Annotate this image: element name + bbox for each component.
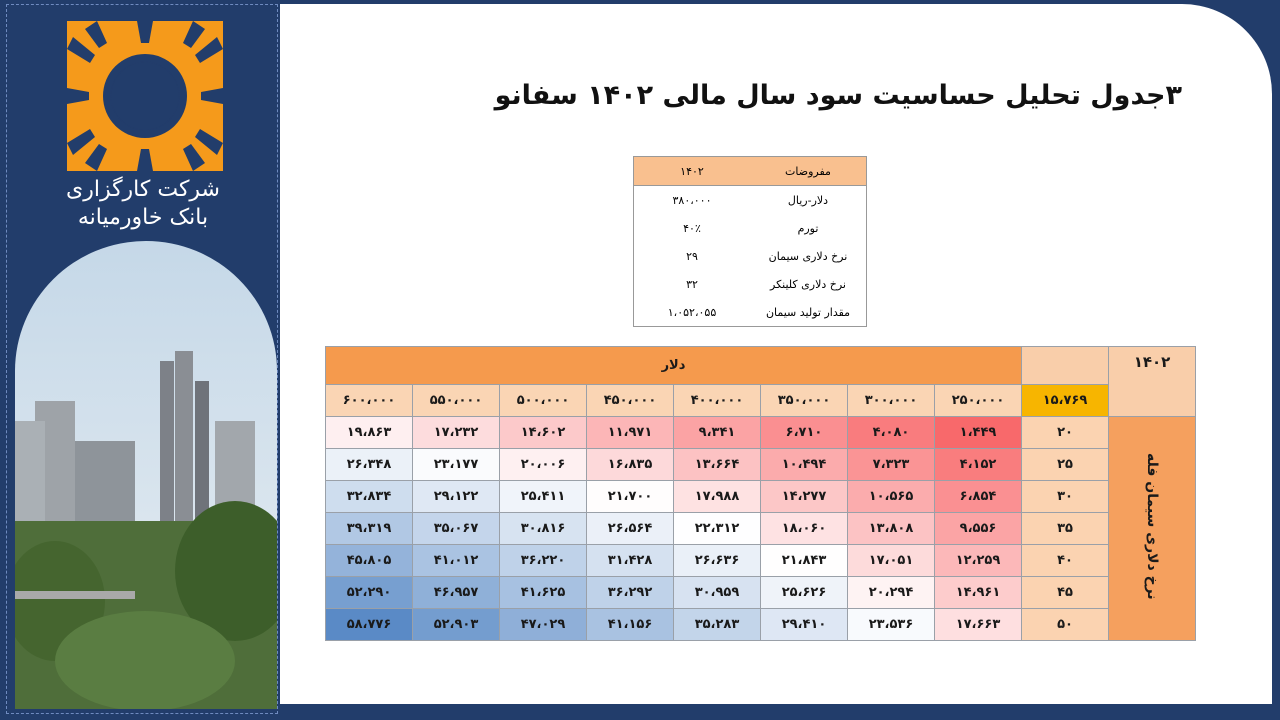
sensitivity-cell: ۱۰،۵۶۵: [848, 481, 935, 513]
assumption-value: ۳۸۰،۰۰۰: [672, 193, 712, 207]
sensitivity-cell: ۳۹،۳۱۹: [326, 513, 413, 545]
sensitivity-cell: ۵۸،۷۷۶: [326, 609, 413, 641]
row-header-cement-rate: ۴۵: [1022, 577, 1109, 609]
column-header-dollar-rate: ۳۵۰،۰۰۰: [761, 385, 848, 417]
sensitivity-cell: ۳۲،۸۳۴: [326, 481, 413, 513]
row-header-cement-rate: ۵۰: [1022, 609, 1109, 641]
sensitivity-corner-fill: [1022, 347, 1109, 385]
sensitivity-cell: ۳۰،۸۱۶: [500, 513, 587, 545]
assumption-value: ۴۰٪: [683, 221, 701, 235]
sensitivity-side-label: [1109, 417, 1196, 641]
sensitivity-cell: ۴۱،۰۱۲: [413, 545, 500, 577]
sensitivity-cell: ۲۹،۴۱۰: [761, 609, 848, 641]
table-row: [634, 186, 867, 215]
sensitivity-cell: ۹،۳۴۱: [674, 417, 761, 449]
sensitivity-cell: ۳۶،۲۹۲: [587, 577, 674, 609]
sensitivity-cell: ۱،۴۴۹: [935, 417, 1022, 449]
sensitivity-cell: ۲۲،۳۱۲: [674, 513, 761, 545]
company-name-line2: بانک خاورمیانه: [77, 205, 209, 230]
sensitivity-cell: ۲۱،۷۰۰: [587, 481, 674, 513]
table-row: [326, 481, 1196, 513]
sensitivity-top-row: [326, 347, 1196, 385]
assumptions-header-label: مفروضات: [750, 157, 867, 186]
row-header-cement-rate: ۲۰: [1022, 417, 1109, 449]
table-row: [326, 609, 1196, 641]
table-row: [634, 270, 867, 298]
assumptions-table: [633, 156, 867, 327]
sensitivity-cell: ۹،۵۵۶: [935, 513, 1022, 545]
page-title: ۳جدول تحلیل حساسیت سود سال مالی ۱۴۰۲ سفانو: [494, 80, 1182, 111]
sensitivity-cell: ۱۸،۰۶۰: [761, 513, 848, 545]
sensitivity-table: [325, 346, 1196, 641]
sensitivity-cell: ۳۰،۹۵۹: [674, 577, 761, 609]
sensitivity-cell: ۲۶،۶۳۶: [674, 545, 761, 577]
table-row: [634, 214, 867, 242]
sensitivity-cell: ۲۰،۲۹۴: [848, 577, 935, 609]
sensitivity-cell: ۲۱،۸۴۳: [761, 545, 848, 577]
sensitivity-cell: ۳۵،۰۶۷: [413, 513, 500, 545]
sensitivity-cell: ۱۷،۹۸۸: [674, 481, 761, 513]
sensitivity-cell: ۱۲،۲۵۹: [935, 545, 1022, 577]
sensitivity-cell: ۴۶،۹۵۷: [413, 577, 500, 609]
sensitivity-base-value: ۱۵،۷۶۹: [1022, 385, 1109, 417]
assumption-value: ۱،۰۵۲،۰۵۵: [667, 305, 717, 319]
sensitivity-cell: ۵۲،۹۰۳: [413, 609, 500, 641]
sensitivity-cell: ۱۱،۹۷۱: [587, 417, 674, 449]
row-header-cement-rate: ۲۵: [1022, 449, 1109, 481]
sensitivity-cell: ۶،۷۱۰: [761, 417, 848, 449]
sensitivity-dollar-header: دلار: [326, 347, 1022, 385]
sensitivity-cell: ۴۷،۰۲۹: [500, 609, 587, 641]
sensitivity-cell: ۱۹،۸۶۳: [326, 417, 413, 449]
sensitivity-cell: ۲۳،۱۷۷: [413, 449, 500, 481]
sensitivity-cell: ۲۹،۱۲۲: [413, 481, 500, 513]
sensitivity-cell: ۴،۰۸۰: [848, 417, 935, 449]
assumptions-header-row: [634, 157, 867, 186]
table-row: [634, 298, 867, 327]
assumption-label: تورم: [797, 221, 819, 235]
sensitivity-cell: ۱۴،۶۰۲: [500, 417, 587, 449]
table-row: [326, 449, 1196, 481]
sensitivity-cell: ۱۷،۰۵۱: [848, 545, 935, 577]
sensitivity-cell: ۱۶،۸۳۵: [587, 449, 674, 481]
column-header-dollar-rate: ۲۵۰،۰۰۰: [935, 385, 1022, 417]
sensitivity-cell: ۲۳،۵۳۶: [848, 609, 935, 641]
sensitivity-cell: ۳۱،۴۲۸: [587, 545, 674, 577]
sensitivity-cell: ۲۰،۰۰۶: [500, 449, 587, 481]
sensitivity-cell: ۲۵،۴۱۱: [500, 481, 587, 513]
sensitivity-cell: ۳۶،۲۲۰: [500, 545, 587, 577]
column-header-dollar-rate: ۵۰۰،۰۰۰: [500, 385, 587, 417]
sensitivity-cell: ۴،۱۵۲: [935, 449, 1022, 481]
table-row: [326, 513, 1196, 545]
sensitivity-corner-label: ۱۴۰۲: [1109, 347, 1196, 417]
row-header-cement-rate: ۴۰: [1022, 545, 1109, 577]
cement-factory-photo: [15, 241, 277, 709]
sensitivity-cell: ۲۶،۵۶۴: [587, 513, 674, 545]
assumption-label: مقدار تولید سیمان: [765, 305, 851, 319]
sensitivity-cell: ۱۴،۹۶۱: [935, 577, 1022, 609]
column-header-dollar-rate: ۴۵۰،۰۰۰: [587, 385, 674, 417]
sensitivity-cell: ۲۵،۶۲۶: [761, 577, 848, 609]
sensitivity-cell: ۵۲،۲۹۰: [326, 577, 413, 609]
company-name-line1: شرکت کارگزاری: [65, 177, 220, 202]
sensitivity-cell: ۴۱،۶۲۵: [500, 577, 587, 609]
column-header-dollar-rate: ۶۰۰،۰۰۰: [326, 385, 413, 417]
table-row: [326, 417, 1196, 449]
sensitivity-cell: ۴۱،۱۵۶: [587, 609, 674, 641]
sensitivity-cell: ۱۴،۲۷۷: [761, 481, 848, 513]
sensitivity-cell: ۷،۳۲۳: [848, 449, 935, 481]
column-header-dollar-rate: ۴۰۰،۰۰۰: [674, 385, 761, 417]
sensitivity-cell: ۲۶،۳۴۸: [326, 449, 413, 481]
sensitivity-cell: ۱۷،۲۳۲: [413, 417, 500, 449]
sensitivity-cell: ۱۳،۸۰۸: [848, 513, 935, 545]
assumption-value: ۲۹: [686, 249, 698, 263]
column-header-dollar-rate: ۳۰۰،۰۰۰: [848, 385, 935, 417]
assumption-value: ۳۲: [686, 277, 698, 291]
assumptions-header-year: ۱۴۰۲: [634, 157, 751, 186]
table-row: [326, 545, 1196, 577]
row-header-cement-rate: ۳۰: [1022, 481, 1109, 513]
assumption-label: نرخ دلاری سیمان: [768, 249, 848, 263]
row-header-cement-rate: ۳۵: [1022, 513, 1109, 545]
sidebar: [6, 4, 278, 714]
column-header-dollar-rate: ۵۵۰،۰۰۰: [413, 385, 500, 417]
assumption-label: نرخ دلاری کلینکر: [770, 277, 846, 291]
sensitivity-cell: ۱۷،۶۶۳: [935, 609, 1022, 641]
sensitivity-column-header-row: [326, 385, 1196, 417]
sensitivity-side-label-text: نرخ دلاری سیمان فله: [1144, 453, 1160, 600]
sensitivity-cell: ۴۵،۸۰۵: [326, 545, 413, 577]
sensitivity-cell: ۱۰،۴۹۴: [761, 449, 848, 481]
sensitivity-cell: ۳۵،۲۸۳: [674, 609, 761, 641]
sensitivity-body: [326, 417, 1196, 641]
sensitivity-cell: ۶،۸۵۴: [935, 481, 1022, 513]
assumption-label: دلار-ریال: [787, 193, 829, 207]
table-row: [326, 577, 1196, 609]
company-logo-icon: [67, 21, 223, 171]
table-row: [634, 242, 867, 270]
sensitivity-cell: ۱۳،۶۶۴: [674, 449, 761, 481]
